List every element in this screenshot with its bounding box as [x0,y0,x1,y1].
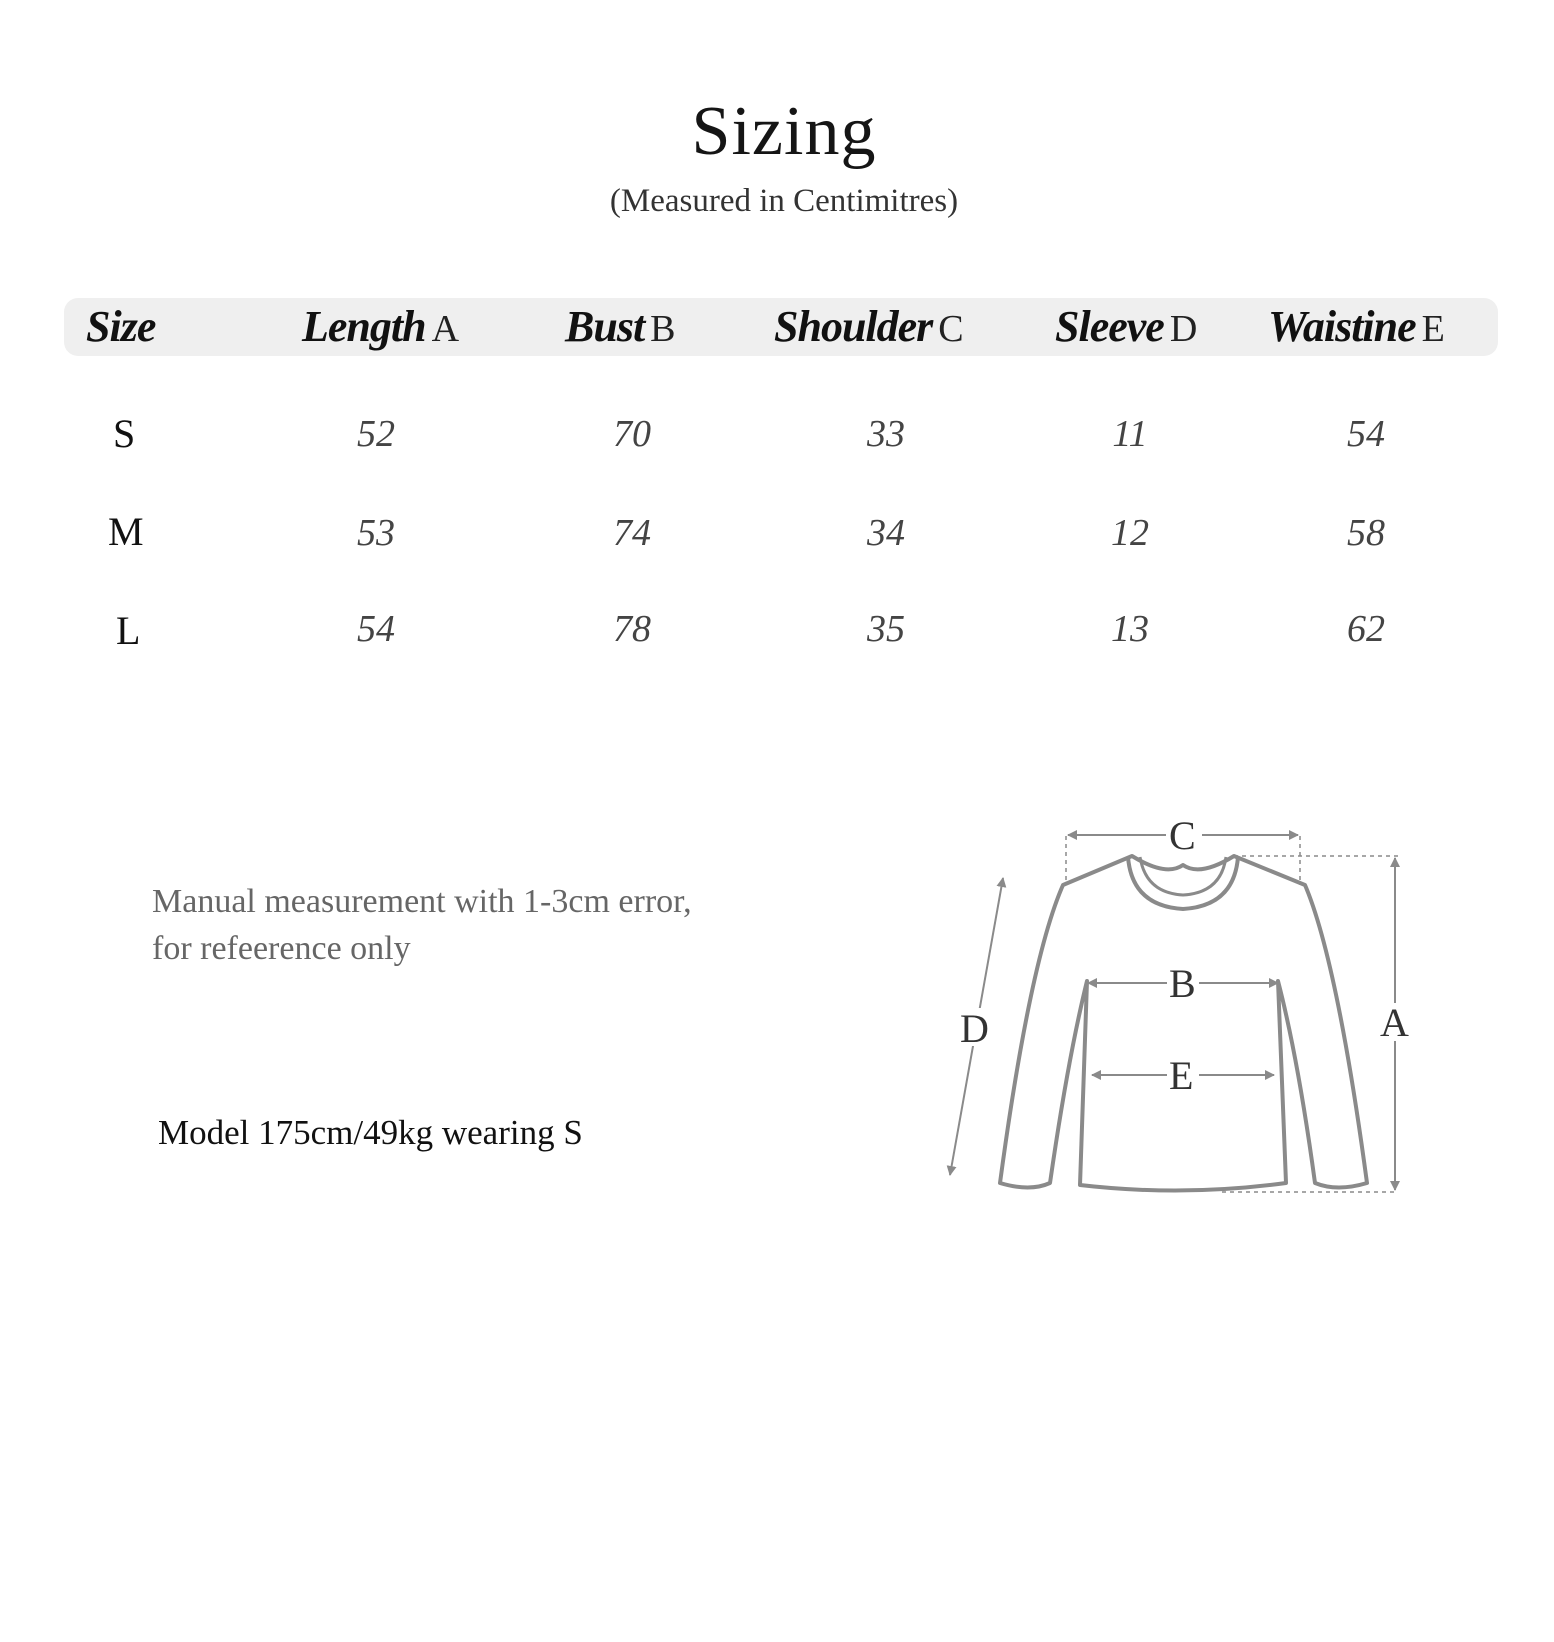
measurement-note-line2: for refeerence only [152,930,411,967]
size-l: L [116,608,141,653]
cell-s-length: 52 [357,413,395,455]
size-s: S [113,411,136,456]
diagram-label-a: A [1380,1000,1409,1045]
cell-s-waistine: 54 [1347,413,1385,455]
header-shoulder-label: Shoulder [774,302,933,351]
header-sleeve-letter: D [1169,308,1198,350]
header-size [86,298,155,356]
model-info: Model 175cm/49kg wearing S [158,1113,583,1152]
shirt-outline [1000,856,1367,1191]
header-bust [565,298,676,356]
header-length-label: Length [302,302,426,351]
header-bust-letter: B [650,308,676,350]
header-sleeve-label: Sleeve [1055,302,1164,351]
header-shoulder [774,298,964,356]
page-title: Sizing [691,93,877,170]
measurement-note [152,878,692,972]
diagram-label-c: C [1169,813,1196,858]
header-sleeve [1055,298,1197,356]
cell-m-bust: 74 [613,512,651,554]
cell-s-sleeve: 11 [1112,413,1148,455]
cell-s-shoulder: 33 [867,413,905,455]
diagram-label-d: D [960,1006,989,1051]
cell-m-length: 53 [357,512,395,554]
cell-l-bust: 78 [613,608,651,650]
shirt-collar-inner [1140,857,1226,895]
cell-l-waistine: 62 [1347,608,1385,650]
header-waistine [1268,298,1445,356]
measurement-note-line1: Manual measurement with 1-3cm error, [152,883,692,920]
garment-diagram [940,805,1420,1205]
size-m: M [108,509,144,554]
header-waistine-letter: E [1421,308,1445,350]
header-bust-label: Bust [565,302,645,351]
diagram-label-e: E [1169,1053,1194,1098]
cell-m-shoulder: 34 [867,512,905,554]
cell-l-length: 54 [357,608,395,650]
page-subtitle: (Measured in Centimitres) [609,183,959,219]
cell-m-waistine: 58 [1347,512,1385,554]
header-length-letter: A [431,308,460,350]
header-waistine-label: Waistine [1268,302,1416,351]
header-length [302,298,459,356]
diagram-label-b: B [1169,961,1196,1006]
header-size-label: Size [86,302,156,351]
cell-m-sleeve: 12 [1111,512,1149,554]
cell-s-bust: 70 [613,413,651,455]
cell-l-shoulder: 35 [867,608,905,650]
header-shoulder-letter: C [938,308,964,350]
cell-l-sleeve: 13 [1111,608,1149,650]
